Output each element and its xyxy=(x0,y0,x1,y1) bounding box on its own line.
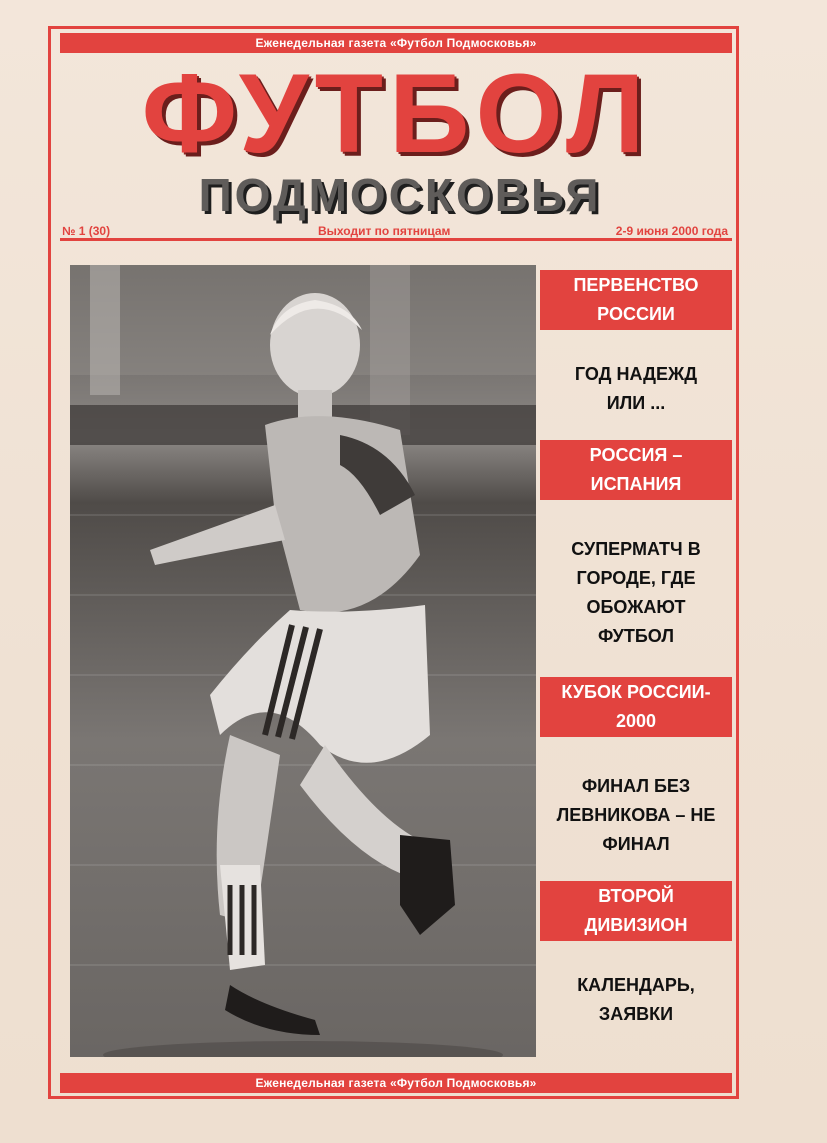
masthead-title: ФУТБОЛ xyxy=(141,56,651,172)
cover-photo xyxy=(70,265,536,1057)
headline-line: ФИНАЛ БЕЗ xyxy=(581,776,691,796)
bottom-banner: Еженедельная газета «Футбол Подмосковья» xyxy=(60,1073,732,1093)
headline-line: СУПЕРМАТЧ В xyxy=(571,539,701,559)
section-label-kubok-rossii xyxy=(540,677,732,737)
section-label-line: РОССИИ xyxy=(597,304,675,324)
headline-line: ГОД НАДЕЖД xyxy=(574,364,698,384)
masthead-subtitle: ПОДМОСКОВЬЯ xyxy=(198,169,602,221)
cover-headlines-sidebar xyxy=(540,270,732,1029)
headline-line: ЛЕВНИКОВА – НЕ xyxy=(556,805,716,825)
headline-line: КАЛЕНДАРЬ, xyxy=(577,975,695,995)
issue-number: № 1 (30) xyxy=(62,224,111,238)
header-rule xyxy=(60,238,732,241)
section-label-line: ВТОРОЙ xyxy=(598,886,674,906)
section-label-line: 2000 xyxy=(615,711,657,731)
headline-final-bez-levnikova xyxy=(540,772,732,859)
headline-line: ФИНАЛ xyxy=(602,834,670,854)
headline-line: ФУТБОЛ xyxy=(598,626,674,646)
publication-frequency: Выходит по пятницам xyxy=(318,224,451,238)
issue-date: 2-9 июня 2000 года xyxy=(615,224,728,238)
headline-god-nadezhd xyxy=(540,360,732,418)
section-label-rossiya-ispaniya xyxy=(540,440,732,500)
section-label-line: ПЕРВЕНСТВО xyxy=(573,275,699,295)
headline-line: ГОРОДЕ, ГДЕ xyxy=(576,568,696,588)
headline-line: ОБОЖАЮТ xyxy=(586,597,686,617)
section-label-line: КУБОК РОССИИ- xyxy=(561,682,711,702)
headline-line: ЗАЯВКИ xyxy=(598,1004,674,1024)
top-banner: Еженедельная газета «Футбол Подмосковья» xyxy=(60,33,732,53)
football-player-illustration xyxy=(70,265,536,1057)
section-label-line: РОССИЯ – xyxy=(589,445,683,465)
section-label-vtoroy-divizion xyxy=(540,881,732,941)
headline-kalendar-zayavki xyxy=(540,971,732,1029)
headline-supermatch xyxy=(540,535,732,651)
section-label-line: ИСПАНИЯ xyxy=(590,474,682,494)
section-label-line: ДИВИЗИОН xyxy=(584,915,688,935)
headline-line: ИЛИ ... xyxy=(606,393,666,413)
section-label-pervenstvo xyxy=(540,270,732,330)
